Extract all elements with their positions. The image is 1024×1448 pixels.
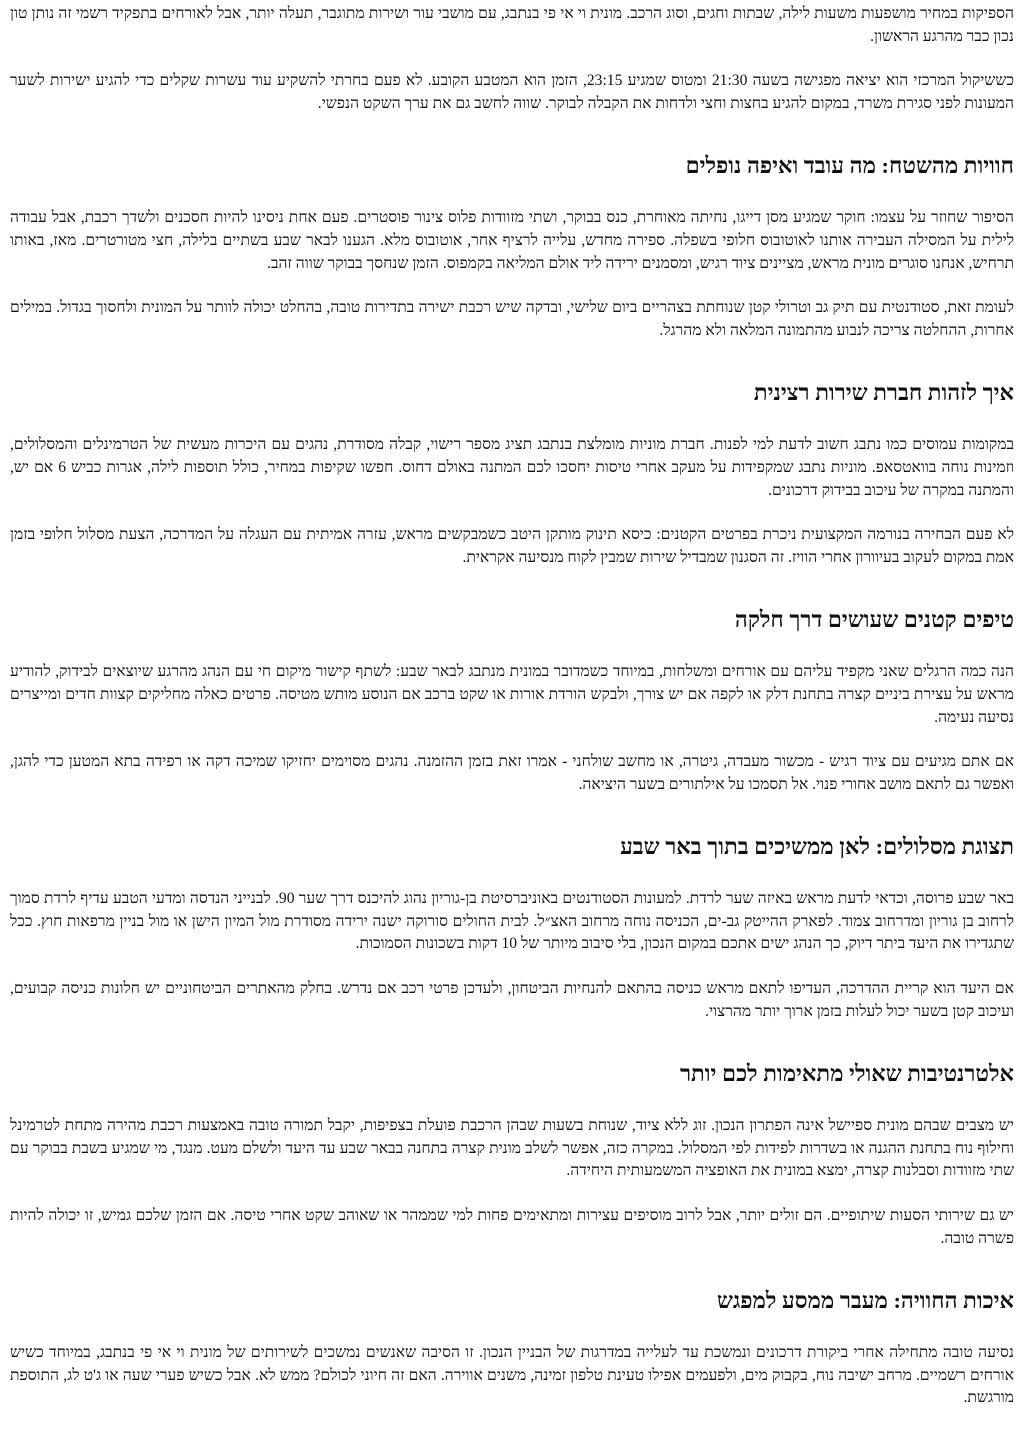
section-heading: איכות החוויה: מעבר ממסע למפגש xyxy=(716,1288,1014,1314)
paragraph: הספיקות במחיר מושפעות משעות לילה, שבתות וחגים, וסוג הרכב. מונית וי אי פי בנתבג, עם מושבי עור ושירות מתוגבר, תעלה יותר, אבל לאורחים בתפקיד רשמי זה נותן טון נכון כבר מהרגע הראשון. xyxy=(10,5,1014,45)
paragraph: כששיקול המרכזי הוא יציאה מפגישה בשעה 21:30 ומטוס שמגיע 23:15, הזמן הוא המטבע הקובע. לא פעם בחרתי להשקיע עוד עשרות שקלים כדי להגיע ישירות לשער המעונות לפני סגירת משרד, במקום להגיע בחצות וחצי ולדחות את הקבלה לבוקר. שווה לחשב גם את ערך השקט הנפשי. xyxy=(10,72,1014,112)
paragraph: במקומות עמוסים כמו נתבג חשוב לדעת למי לפנות. חברת מוניות מומלצת בנתבג תציג מספר רישוי, קבלה מסודרת, נהגים עם היכרות מעשית של הטרמינלים והמסלולים, וזמינות נוחה בוואטסאפ. מוניות נתבג שמקפידות על מעקב אחרי טיסות יחסכו לכם המתנה באולם דחוס. חפשו שקיפות במחיר, כולל תוספות לילה, אגרות כביש 6 אם יש, והמתנה במקרה של עיכוב בבידוק דרכונים. xyxy=(10,436,1014,499)
paragraph: הנה כמה הרגלים שאני מקפיד עליהם עם אורחים ומשלחות, במיוחד כשמדובר במונית מנתבג לבאר שבע: לשתף קישור מיקום חי עם הנהג מהרגע שיוצאים לבידוק, להודיע מראש על עצירת ביניים קצרה בתחנת דלק או לקפה אם יש צורך, ולבקש הורדת אורות או שקט ברכב אם הנוסע מותש מטיסה. פרטים כאלה מחליקים קצוות חדים ומייצרים נסיעה נעימה. xyxy=(10,663,1014,726)
paragraph: לא פעם הבחירה בנורמה המקצועית ניכרת בפרטים הקטנים: כיסא תינוק מותקן היטב כשמבקשים מראש, עזרה אמיתית עם העגלה על המדרכה, הצעת מסלול חלופי בזמן אמת במקום לעקוב בעיוורון אחרי הוויז. זה הסגנון שמבדיל שירות שמבין לקוח מנסיעה אקראית. xyxy=(10,526,1014,566)
paragraph: יש מצבים שבהם מונית ספיישל אינה הפתרון הנכון. זוג ללא ציוד, שנוחת בשעות שבהן הרכבת פועלת בצפיפות, יקבל תמורה טובה באמצעות רכבת מהירה מתחת לטרמינל וחילוף נוח בתחנת ההגנה או בשדרות לפידות לפי המסלול. במקרה כזה, אפשר לשלב מונית קצרה בתחנה בבאר שבע עד היעד ולשלם מעט. מנגד, מי שמגיע בשבת בבוקר עם שתי מזוודות וסבלנות קצרה, ימצא במונית את האופציה המשמעותית היחידה. xyxy=(10,1117,1014,1180)
paragraph: לעומת זאת, סטודנטית עם תיק גב וטרולי קטן שנוחתת בצהריים ביום שלישי, ובדקה שיש רכבת ישירה בתדירות טובה, בהחלט יכולה לוותר על המונית ולחסוך בגדול. במילים אחרות, ההחלטה צריכה לנבוע מהתמונה המלאה ולא מהרגל. xyxy=(10,299,1014,339)
section-heading: איך לזהות חברת שירות רצינית xyxy=(753,380,1014,406)
section-heading: תצוגת מסלולים: לאן ממשיכים בתוך באר שבע xyxy=(620,834,1014,860)
section-heading: טיפים קטנים שעושים דרך חלקה xyxy=(734,607,1014,633)
section-heading: חוויות מהשטח: מה עובד ואיפה נופלים xyxy=(685,153,1014,179)
paragraph: באר שבע פרוסה, וכדאי לדעת מראש באיזה שער לרדת. למעונות הסטודנטים באוניברסיטת בן-גוריון נהוג להיכנס דרך שער 90. לבנייני הנדסה ומדעי הטבע עדיף לרדת סמוך לרחוב בן גוריון ומדרחוב צמוד. לפארק ההייטק גב-ים, הכניסה נוחה מרחוב האצ״ל. לבית החולים סורוקה ישנה ירידה מסודרת מול המיון הישן או מול בניין מרפאות חוץ. ככל שתגדירו את היעד ביתר דיוק, כך הנהג ישים אתכם במקום הנכון, בלי סיבוב מיותר של 10 דקות בשכונות הסמוכות. xyxy=(10,890,1014,953)
paragraph: יש גם שירותי הסעות שיתופיים. הם זולים יותר, אבל לרוב מוסיפים עצירות ומתאימים פחות למי שממהר או שאוהב שקט אחרי טיסה. אם הזמן שלכם גמיש, זו יכולה להיות פשרה טובה. xyxy=(10,1207,1014,1247)
section-field-experience xyxy=(10,151,1014,342)
section-experience-quality xyxy=(10,1286,1014,1410)
paragraph: נסיעה טובה מתחילה אחרי ביקורת דרכונים ונמשכת עד לעלייה במדרגות של הבניין הנכון. זו הסיבה שאנשים נמשכים לשירותים של מונית וי אי פי בנתבג, במיוחד כשיש אורחים רשמיים. מרחב ישיבה נוח, בקבוק מים, ולפעמים אפילו טעינת טלפון זמינה, משנים אווירה. האם זה חיוני לכולם? ממש לא. אבל כשיש פערי שעה או ג'ט לג, התוספת מורגשת. xyxy=(10,1344,1014,1407)
section-alternatives xyxy=(10,1059,1014,1250)
section-heading: אלטרנטיבות שאולי מתאימות לכם יותר xyxy=(679,1061,1014,1087)
section-routes xyxy=(10,832,1014,1023)
paragraph: אם אתם מגיעים עם ציוד רגיש - מכשור מעבדה, גיטרה, או מחשב שולחני - אמרו זאת בזמן ההזמנה. נהגים מסוימים יחזיקו שמיכה דקה או רפידה בתא המטען כדי להגן, ואפשר גם לתאם מושב אחורי פנוי. אל תסמכו על אילתורים בשער היציאה. xyxy=(10,753,1014,793)
section-identify-service xyxy=(10,378,1014,569)
intro-block xyxy=(10,0,1014,115)
paragraph: הסיפור שחוזר על עצמו: חוקר שמגיע מסן דייגו, נחיתה מאוחרת, כנס בבוקר, ושתי מזוודות פלוס צינור פוסטרים. פעם אחת ניסינו להיות חסכנים ולשדך רכבת, אבל עבודה לילית על המסילה העבירה אותנו לאוטובוס חלופי בשפלה. ספירה מחדש, עלייה לרציף אחר, אוטובוס מלא. הגענו לבאר שבע בשתיים בלילה, חצי מטורטרים. מאז, באותו תרחיש, אנחנו סוגרים מונית מראש, מציינים ציוד רגיש, ומסמנים ירידה ליד אולם המליאה בקמפוס. הזמן שנחסך בבוקר שווה זהב. xyxy=(10,209,1014,272)
paragraph: אם היעד הוא קריית ההדרכה, העדיפו לתאם מראש כניסה בהתאם להנחיות הביטחון, ולעדכן פרטי רכב אם נדרש. בחלק מהאתרים הביטחוניים יש חלונות כניסה קבועים, ועיכוב קטן בשער יכול לעלות בזמן ארוך יותר מהרצוי. xyxy=(10,980,1014,1020)
section-small-tips xyxy=(10,605,1014,796)
